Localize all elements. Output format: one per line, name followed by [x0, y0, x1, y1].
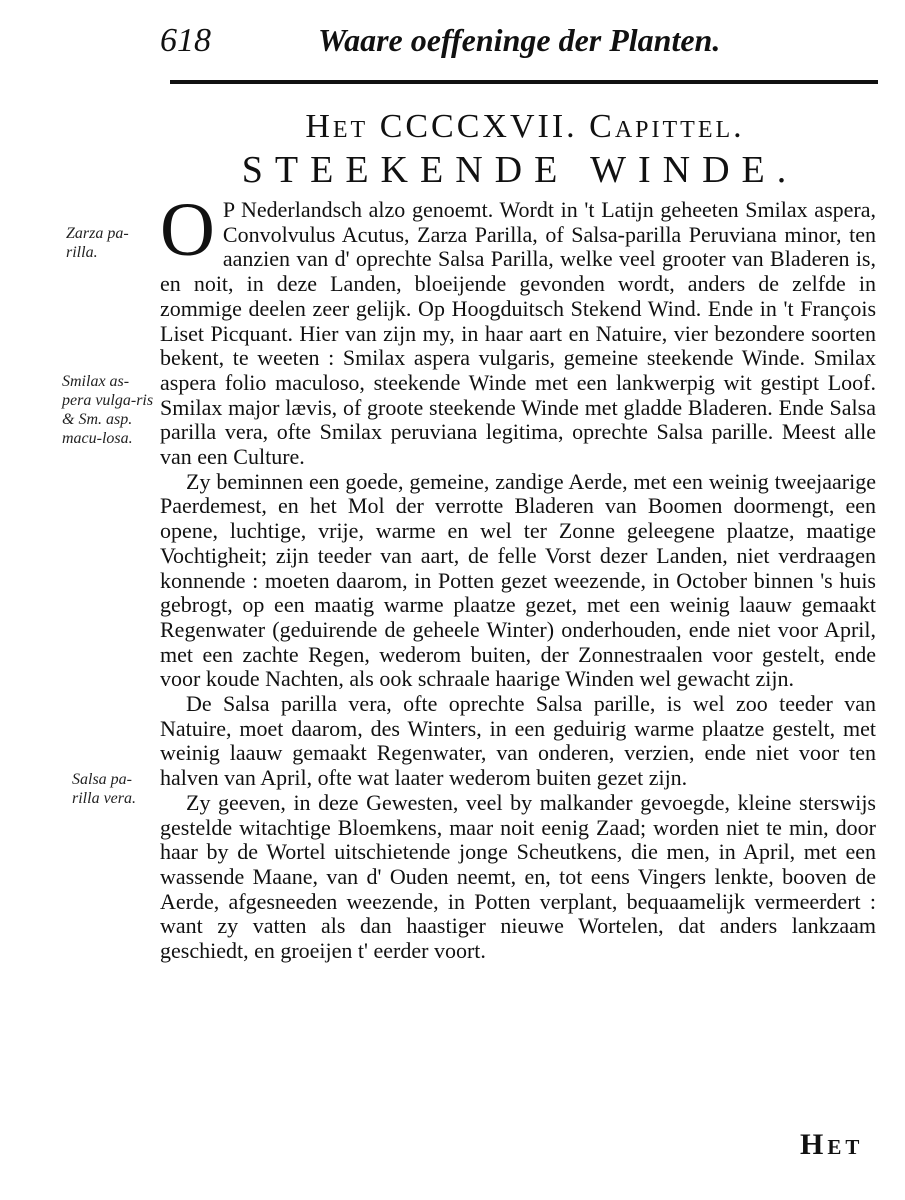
running-title: Waare oeffeninge der Planten.	[318, 22, 721, 58]
side-note-zarza-parilla: Zarza pa-rilla.	[66, 225, 129, 261]
page-number: 618	[160, 22, 211, 59]
paragraph-1-text: P Nederlandsch alzo genoemt. Wordt in 't Latijn geheeten Smilax aspera, Convolvulus Acutus, Zarza Parilla, of Salsa-parilla Peruviana minor, ten aanzien van d' oprechte Salsa Parilla, welke veel grooter van Bladeren is, en noit, in deze Landen, bloeijende gevonden wordt, anders de zelfde in zommige deelen zeer gelijk. Op Hoogduitsch Stekend Wind. Ende in 't François Liset Picquant. Hier van zijn my, in haar aart en Natuire, vier bezondere soorten bekent, te weeten : Smilax aspera vulgaris, gemeine steekende Winde. Smilax aspera folio maculoso, steekende Winde met een lankwerpig wit gestipt Loof. Smilax major lævis, of groote steekende Winde met gladde Bladeren. Ende Salsa parilla vera, ofte Smilax peruviana legitima, oprechte Salsa parille. Meest alle van een Culture.	[160, 197, 876, 470]
body-text	[160, 188, 876, 964]
paragraph-3: De Salsa parilla vera, ofte oprechte Salsa parille, is wel zoo teeder van Natuire, moet daarom, des Winters, in een geduirig warme plaatze gestelt, met weinig laauw gemaakt Regenwater, van onderen, verzien, ende niet voor ten halven van April, ofte wat laater wederom buiten gezet zijn.	[160, 691, 876, 791]
paragraph-1	[160, 188, 876, 470]
paragraph-4: Zy geeven, in deze Gewesten, veel by malkander gevoegde, kleine sterswijs gestelde witachtige Bloemkens, maar noit eenig Zaad; worden niet te min, door haar by de Wortel uitschietende jonge Scheutkens, die men, in April, met een wassende Maane, van d' Ouden neemt, en, tot eens Vingers lenkte, booven de Aerde, afgesneeden weezende, in Potten verplant, bequaamelijk vermeerdert : want zy vatten als dan haastiger nieuwe Wortelen, dat anders lankzaam geschiedt, en groeijen t' eerder voort.	[160, 789, 876, 964]
side-note-salsa-parilla: Salsa pa-rilla vera.	[72, 771, 136, 807]
chapter-heading: Het CCCCXVII. Capittel.	[305, 108, 745, 145]
side-note-smilax-aspera: Smilax as-pera vulga-ris & Sm. asp. macu-losa.	[62, 373, 154, 447]
header-rule	[170, 80, 878, 84]
running-header	[0, 14, 905, 64]
chapter-title: STEEKENDE WINDE.	[241, 149, 799, 191]
catchword: Het	[800, 1128, 864, 1161]
paragraph-2: Zy beminnen een goede, gemeine, zandige Aerde, met een weinig tweejaarige Paerdemest, en het Mol der verrotte Bladeren van Boomen doormengt, een opene, luchtige, vrije, warme en wel ter Zonne geleegene plaatze, maatige Vochtigheit; zijn teeder van aart, de felle Vorst dezer Landen, niet verdraagen konnende : moeten daarom, in Potten gezet weezende, in October binnen 's huis gebrogt, op een maatig warme plaatze gezet, met een weinig laauw gemaakt Regenwater (geduirende de geheele Winter) onderhouden, ende niet voor April, met een zachte Regen, wederom buiten, der Zonnestraalen voor gestelt, ende voor koude Nachten, als ook schraale haarige Winden wel gewacht zijn.	[160, 468, 876, 692]
drop-cap: O	[160, 188, 215, 272]
